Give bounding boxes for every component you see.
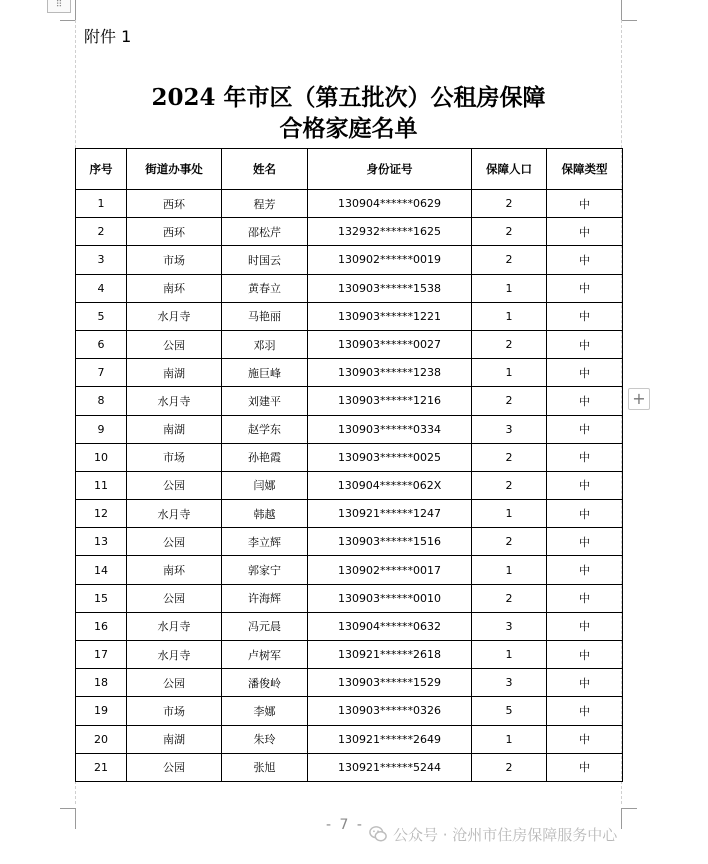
household-size-cell: 2 xyxy=(472,443,547,471)
crop-mark-bottom-right xyxy=(621,808,637,829)
id-number-cell: 130903******1529 xyxy=(308,669,472,697)
table-body xyxy=(76,190,623,782)
table-row xyxy=(76,330,623,358)
serial-cell: 2 xyxy=(76,218,127,246)
street-office-cell: 南环 xyxy=(127,556,222,584)
name-cell: 卢树军 xyxy=(222,641,308,669)
id-number-cell: 130921******5244 xyxy=(308,753,472,781)
household-size-cell: 5 xyxy=(472,697,547,725)
table-header-row xyxy=(76,149,623,190)
type-cell: 中 xyxy=(547,359,623,387)
street-office-cell: 南湖 xyxy=(127,415,222,443)
id-number-cell: 130921******1247 xyxy=(308,500,472,528)
type-cell: 中 xyxy=(547,415,623,443)
serial-cell: 3 xyxy=(76,246,127,274)
street-office-cell: 市场 xyxy=(127,697,222,725)
household-size-cell: 2 xyxy=(472,753,547,781)
street-office-cell: 公园 xyxy=(127,528,222,556)
id-number-cell: 130904******062X xyxy=(308,471,472,499)
table-row xyxy=(76,443,623,471)
watermark-text: 公众号 · 沧州市住房保障服务中心 xyxy=(393,825,618,844)
document-title xyxy=(75,82,622,144)
table-row xyxy=(76,584,623,612)
table-row xyxy=(76,556,623,584)
street-office-cell: 公园 xyxy=(127,669,222,697)
table-row xyxy=(76,415,623,443)
table-move-handle[interactable]: ⠿ xyxy=(47,0,71,13)
type-cell: 中 xyxy=(547,697,623,725)
id-number-cell: 130903******1238 xyxy=(308,359,472,387)
watermark xyxy=(369,822,617,846)
type-cell: 中 xyxy=(547,584,623,612)
table-row xyxy=(76,528,623,556)
street-office-cell: 公园 xyxy=(127,584,222,612)
type-cell: 中 xyxy=(547,330,623,358)
title-line-1: 2024 年市区（第五批次）公租房保障 xyxy=(151,84,546,111)
add-row-button[interactable]: + xyxy=(628,388,650,410)
family-list-table xyxy=(75,148,623,782)
street-office-cell: 水月寺 xyxy=(127,612,222,640)
household-size-cell: 2 xyxy=(472,218,547,246)
name-cell: 韩越 xyxy=(222,500,308,528)
type-cell: 中 xyxy=(547,387,623,415)
household-size-cell: 2 xyxy=(472,246,547,274)
id-number-cell: 130902******0019 xyxy=(308,246,472,274)
serial-cell: 21 xyxy=(76,753,127,781)
table-row xyxy=(76,302,623,330)
type-cell: 中 xyxy=(547,218,623,246)
type-cell: 中 xyxy=(547,274,623,302)
serial-cell: 12 xyxy=(76,500,127,528)
serial-cell: 14 xyxy=(76,556,127,584)
name-cell: 孙艳霞 xyxy=(222,443,308,471)
household-size-cell: 1 xyxy=(472,725,547,753)
id-number-cell: 132932******1625 xyxy=(308,218,472,246)
household-size-cell: 1 xyxy=(472,556,547,584)
street-office-cell: 公园 xyxy=(127,471,222,499)
name-cell: 闫娜 xyxy=(222,471,308,499)
id-number-cell: 130903******1216 xyxy=(308,387,472,415)
serial-cell: 7 xyxy=(76,359,127,387)
type-cell: 中 xyxy=(547,753,623,781)
table-row xyxy=(76,387,623,415)
street-office-cell: 西环 xyxy=(127,190,222,218)
name-cell: 程芳 xyxy=(222,190,308,218)
household-size-cell: 2 xyxy=(472,190,547,218)
street-office-cell: 南湖 xyxy=(127,359,222,387)
id-number-cell: 130903******1538 xyxy=(308,274,472,302)
street-office-cell: 市场 xyxy=(127,443,222,471)
column-header: 保障人口 xyxy=(472,149,547,190)
table-row xyxy=(76,190,623,218)
type-cell: 中 xyxy=(547,641,623,669)
name-cell: 李娜 xyxy=(222,697,308,725)
serial-cell: 19 xyxy=(76,697,127,725)
name-cell: 邓羽 xyxy=(222,330,308,358)
type-cell: 中 xyxy=(547,556,623,584)
name-cell: 许海辉 xyxy=(222,584,308,612)
household-size-cell: 1 xyxy=(472,641,547,669)
table-row xyxy=(76,246,623,274)
name-cell: 朱玲 xyxy=(222,725,308,753)
name-cell: 邵松芹 xyxy=(222,218,308,246)
serial-cell: 4 xyxy=(76,274,127,302)
id-number-cell: 130903******0010 xyxy=(308,584,472,612)
table-row xyxy=(76,641,623,669)
column-header: 姓名 xyxy=(222,149,308,190)
household-size-cell: 1 xyxy=(472,274,547,302)
table-row xyxy=(76,274,623,302)
street-office-cell: 公园 xyxy=(127,753,222,781)
name-cell: 郭家宁 xyxy=(222,556,308,584)
type-cell: 中 xyxy=(547,500,623,528)
table-row xyxy=(76,359,623,387)
type-cell: 中 xyxy=(547,302,623,330)
street-office-cell: 水月寺 xyxy=(127,641,222,669)
column-header: 序号 xyxy=(76,149,127,190)
name-cell: 刘建平 xyxy=(222,387,308,415)
serial-cell: 1 xyxy=(76,190,127,218)
household-size-cell: 3 xyxy=(472,415,547,443)
street-office-cell: 公园 xyxy=(127,330,222,358)
household-size-cell: 2 xyxy=(472,584,547,612)
crop-mark-top-right xyxy=(621,0,637,21)
serial-cell: 18 xyxy=(76,669,127,697)
table-row xyxy=(76,697,623,725)
id-number-cell: 130903******0334 xyxy=(308,415,472,443)
id-number-cell: 130902******0017 xyxy=(308,556,472,584)
column-header: 街道办事处 xyxy=(127,149,222,190)
street-office-cell: 南湖 xyxy=(127,725,222,753)
id-number-cell: 130903******0326 xyxy=(308,697,472,725)
type-cell: 中 xyxy=(547,471,623,499)
name-cell: 冯元晨 xyxy=(222,612,308,640)
serial-cell: 6 xyxy=(76,330,127,358)
serial-cell: 11 xyxy=(76,471,127,499)
household-size-cell: 1 xyxy=(472,359,547,387)
name-cell: 黄春立 xyxy=(222,274,308,302)
name-cell: 时国云 xyxy=(222,246,308,274)
id-number-cell: 130903******0025 xyxy=(308,443,472,471)
id-number-cell: 130903******1221 xyxy=(308,302,472,330)
table-row xyxy=(76,471,623,499)
type-cell: 中 xyxy=(547,528,623,556)
street-office-cell: 市场 xyxy=(127,246,222,274)
attachment-label: 附件 1 xyxy=(84,27,132,46)
name-cell: 施巨峰 xyxy=(222,359,308,387)
street-office-cell: 水月寺 xyxy=(127,302,222,330)
table-row xyxy=(76,753,623,781)
id-number-cell: 130921******2618 xyxy=(308,641,472,669)
wechat-icon xyxy=(369,825,387,843)
table-row xyxy=(76,669,623,697)
id-number-cell: 130904******0632 xyxy=(308,612,472,640)
household-size-cell: 2 xyxy=(472,471,547,499)
type-cell: 中 xyxy=(547,443,623,471)
name-cell: 马艳丽 xyxy=(222,302,308,330)
serial-cell: 13 xyxy=(76,528,127,556)
street-office-cell: 南环 xyxy=(127,274,222,302)
id-number-cell: 130904******0629 xyxy=(308,190,472,218)
type-cell: 中 xyxy=(547,669,623,697)
page-number: - 7 - xyxy=(326,817,364,833)
id-number-cell: 130921******2649 xyxy=(308,725,472,753)
serial-cell: 5 xyxy=(76,302,127,330)
type-cell: 中 xyxy=(547,612,623,640)
column-header: 保障类型 xyxy=(547,149,623,190)
name-cell: 赵学东 xyxy=(222,415,308,443)
serial-cell: 8 xyxy=(76,387,127,415)
title-line-2: 合格家庭名单 xyxy=(279,115,418,142)
serial-cell: 10 xyxy=(76,443,127,471)
name-cell: 李立辉 xyxy=(222,528,308,556)
household-size-cell: 3 xyxy=(472,612,547,640)
street-office-cell: 西环 xyxy=(127,218,222,246)
table-row xyxy=(76,500,623,528)
table-row xyxy=(76,725,623,753)
type-cell: 中 xyxy=(547,246,623,274)
column-header: 身份证号 xyxy=(308,149,472,190)
type-cell: 中 xyxy=(547,190,623,218)
name-cell: 潘俊岭 xyxy=(222,669,308,697)
serial-cell: 15 xyxy=(76,584,127,612)
table-row xyxy=(76,612,623,640)
serial-cell: 9 xyxy=(76,415,127,443)
crop-mark-bottom-left xyxy=(60,808,76,829)
serial-cell: 17 xyxy=(76,641,127,669)
table-row xyxy=(76,218,623,246)
household-size-cell: 3 xyxy=(472,669,547,697)
type-cell: 中 xyxy=(547,725,623,753)
household-size-cell: 2 xyxy=(472,387,547,415)
serial-cell: 16 xyxy=(76,612,127,640)
name-cell: 张旭 xyxy=(222,753,308,781)
serial-cell: 20 xyxy=(76,725,127,753)
household-size-cell: 1 xyxy=(472,302,547,330)
id-number-cell: 130903******0027 xyxy=(308,330,472,358)
household-size-cell: 2 xyxy=(472,330,547,358)
id-number-cell: 130903******1516 xyxy=(308,528,472,556)
crop-mark-top-left xyxy=(60,0,76,21)
street-office-cell: 水月寺 xyxy=(127,387,222,415)
household-size-cell: 2 xyxy=(472,528,547,556)
street-office-cell: 水月寺 xyxy=(127,500,222,528)
household-size-cell: 1 xyxy=(472,500,547,528)
